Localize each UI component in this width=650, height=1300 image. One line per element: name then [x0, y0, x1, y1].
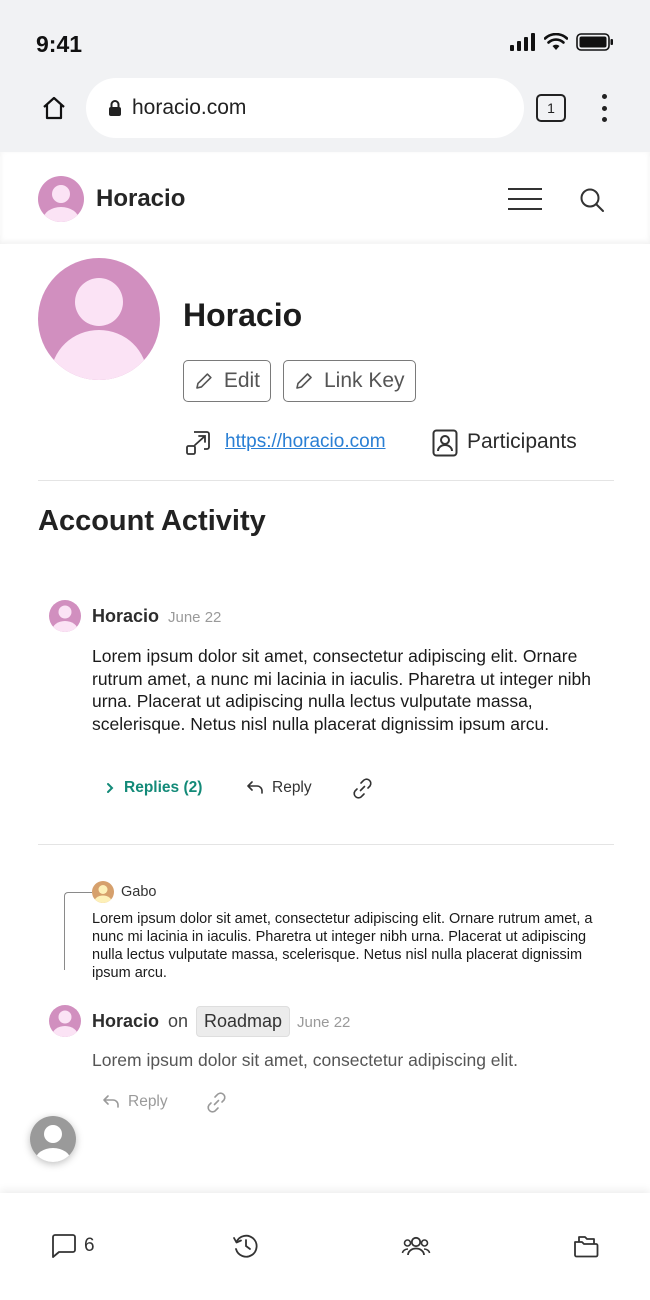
- battery-icon: [576, 33, 614, 51]
- participants-icon: [432, 429, 458, 457]
- folders-icon: [572, 1233, 600, 1259]
- post-body: Lorem ipsum dolor sit amet, consectetur adipiscing elit. Ornare rutrum amet, a nunc mi lacinia in iaculis. Pharetra ut integer nibh urna. Placerat ut adipiscing nulla lectus vulputate massa, scelerisque. Netus nisl nulla placerat dignissim ipsum arcu.: [92, 646, 591, 734]
- post-date: June 22: [297, 1014, 351, 1031]
- post-author[interactable]: Horacio: [92, 606, 160, 626]
- collections-tab[interactable]: [572, 1231, 600, 1261]
- post-author[interactable]: Horacio: [92, 1011, 160, 1031]
- quote-author[interactable]: Gabo: [121, 884, 157, 900]
- pencil-icon: [294, 371, 314, 391]
- tabs-button[interactable]: 1: [536, 94, 566, 122]
- address-bar[interactable]: [86, 78, 524, 138]
- wifi-icon: [544, 33, 568, 51]
- reply-label: Reply: [128, 1093, 168, 1110]
- pencil-icon: [194, 371, 214, 391]
- current-user-avatar[interactable]: [30, 1116, 76, 1162]
- participants-tab[interactable]: [401, 1231, 431, 1261]
- signal-icon: [510, 33, 536, 51]
- hamburger-line: [508, 188, 542, 190]
- site-avatar-icon[interactable]: [38, 176, 84, 222]
- edit-button[interactable]: [183, 360, 271, 402]
- reply-button[interactable]: [246, 779, 312, 797]
- reply-button[interactable]: [102, 1093, 168, 1111]
- post-date: June 22: [168, 609, 222, 626]
- copy-link-button[interactable]: [352, 778, 373, 799]
- topic-tag[interactable]: Roadmap: [196, 1006, 290, 1037]
- divider: [38, 480, 614, 481]
- divider: [38, 844, 614, 845]
- reply-label: Reply: [272, 779, 312, 796]
- status-time: 9:41: [36, 31, 83, 57]
- dot-icon: [602, 94, 607, 99]
- participants-link[interactable]: Participants: [467, 430, 577, 453]
- edit-label: Edit: [223, 369, 260, 392]
- status-icons: [510, 33, 614, 51]
- site-name[interactable]: Horacio: [96, 185, 186, 212]
- link-key-label: Link Key: [324, 369, 405, 392]
- history-tab[interactable]: [232, 1231, 260, 1261]
- hamburger-line: [508, 198, 542, 200]
- url-text: horacio.com: [132, 96, 247, 119]
- quote-connector: [64, 892, 92, 970]
- site-header: [0, 152, 650, 244]
- dot-icon: [602, 106, 607, 111]
- home-icon: [41, 95, 67, 121]
- replies-label: Replies (2): [124, 779, 203, 796]
- external-link-icon: [185, 430, 211, 456]
- search-icon[interactable]: [578, 186, 606, 214]
- group-icon: [401, 1233, 431, 1259]
- more-menu-button[interactable]: [596, 94, 612, 122]
- post-body: Lorem ipsum dolor sit amet, consectetur adipiscing elit.: [92, 1050, 519, 1070]
- chevron-right-icon: [104, 782, 116, 794]
- history-icon: [232, 1232, 260, 1260]
- comments-count: 6: [84, 1235, 95, 1256]
- profile-avatar: [38, 258, 160, 380]
- website-link[interactable]: https://horacio.com: [225, 431, 386, 452]
- link-key-button[interactable]: [283, 360, 416, 402]
- profile-name: Horacio: [183, 297, 303, 333]
- quote-author-avatar[interactable]: [92, 881, 114, 903]
- bottom-nav: [0, 1193, 650, 1300]
- reply-icon: [246, 780, 264, 796]
- link-icon: [352, 778, 373, 799]
- dot-icon: [602, 117, 607, 122]
- replies-toggle[interactable]: [104, 779, 202, 797]
- copy-link-button[interactable]: [206, 1092, 227, 1113]
- comment-icon: [50, 1233, 78, 1259]
- hamburger-line: [508, 208, 542, 210]
- reply-icon: [102, 1094, 120, 1110]
- lock-icon: [108, 99, 122, 117]
- on-word: on: [168, 1011, 189, 1031]
- link-icon: [206, 1092, 227, 1113]
- menu-button[interactable]: [508, 188, 542, 210]
- author-avatar[interactable]: [49, 1005, 81, 1037]
- home-button[interactable]: [38, 92, 70, 124]
- section-title: Account Activity: [38, 505, 266, 537]
- quote-body: Lorem ipsum dolor sit amet, consectetur adipiscing elit. Ornare rutrum amet, a nunc mi lacinia in iaculis. Pharetra ut integer nibh urna. Placerat ut adipiscing nulla lectus vulputate massa, scelerisque. Netus nisl nulla placerat dignissim ipsum arcu.: [92, 911, 593, 981]
- author-avatar[interactable]: [49, 600, 81, 632]
- comments-tab[interactable]: [50, 1231, 95, 1261]
- browser-chrome: [0, 0, 650, 152]
